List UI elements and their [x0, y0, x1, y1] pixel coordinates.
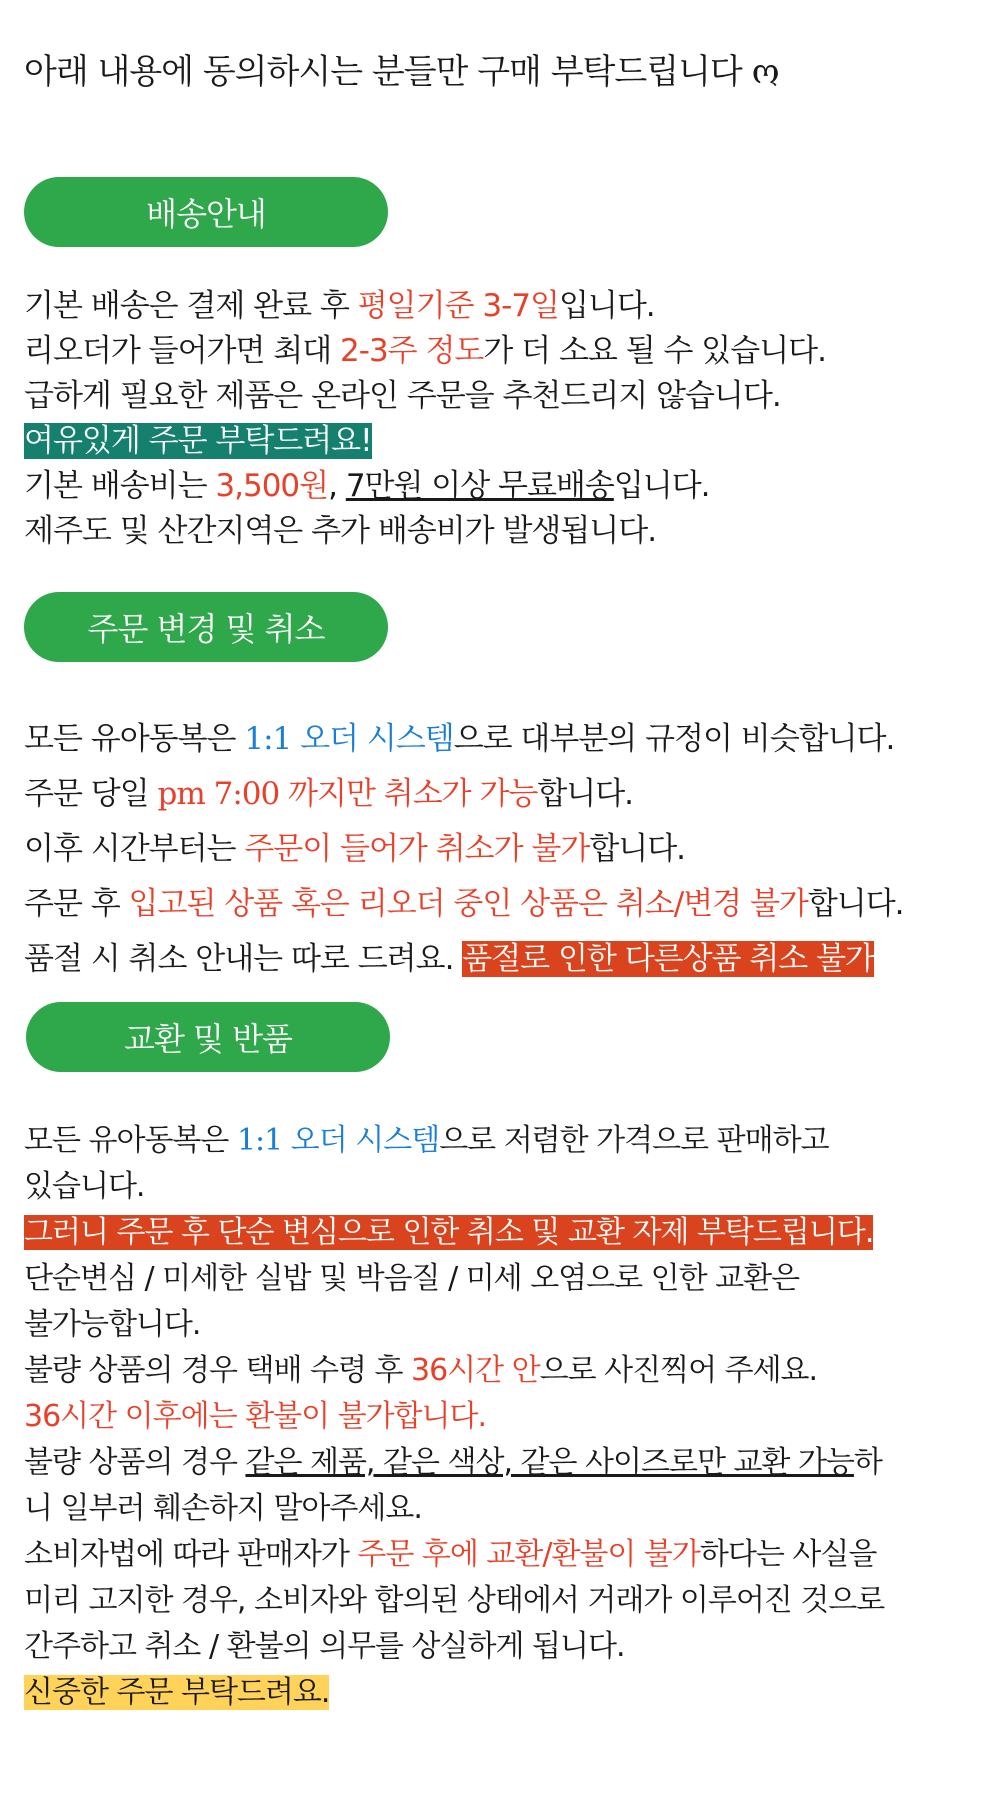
text: 불가능합니다. — [24, 1307, 201, 1342]
free-shipping-threshold: 7만원 이상 무료배송 — [345, 468, 614, 504]
text: 주문 후 — [24, 886, 129, 922]
text-line — [24, 932, 904, 987]
text-line — [24, 419, 826, 464]
text-line — [24, 712, 904, 767]
text-line — [24, 509, 826, 554]
underlined-text: 같은 제품, 같은 색상, 같은 사이즈로만 교환 가능 — [245, 1445, 854, 1480]
text: 으로 저렴한 가격으로 판매하고 — [439, 1123, 829, 1158]
text-line — [24, 767, 904, 822]
text: 급하게 필요한 제품은 온라인 주문을 추천드리지 않습니다. — [24, 378, 781, 414]
text: 합니다. — [537, 776, 634, 812]
exchange-return-text — [24, 1118, 884, 1716]
text: 불량 상품의 경우 택배 수령 후 — [24, 1353, 411, 1388]
text: 이후 시간부터는 — [24, 831, 245, 867]
text: 합니다. — [807, 886, 904, 922]
text-line — [24, 1164, 884, 1210]
text: 하다는 사실을 — [699, 1537, 877, 1572]
highlighted-text: 품절로 인한 다른상품 취소 불가 — [462, 941, 874, 977]
highlighted-text: 여유있게 주문 부탁드려요! — [24, 423, 372, 459]
text: 기본 배송비는 — [24, 468, 216, 504]
emphasis-text: 1:1 오더 시스템 — [236, 1123, 440, 1158]
text: 으로 대부분의 규정이 비슷합니다. — [453, 721, 895, 757]
text-line — [24, 1578, 884, 1624]
emphasis-text: 평일기준 3-7일 — [357, 288, 559, 324]
text: 모든 유아동복은 — [24, 721, 245, 757]
text-line — [24, 1302, 884, 1348]
order-change-cancel-text — [24, 712, 904, 987]
emphasis-text: pm 7:00 까지만 취소가 가능 — [157, 776, 538, 812]
emphasis-text: 1:1 오더 시스템 — [244, 721, 454, 757]
text-line — [24, 464, 826, 509]
order-change-cancel-label: 주문 변경 및 취소 — [24, 592, 388, 662]
emphasis-text: 36시간 이후에는 환불이 불가합니다. — [24, 1399, 487, 1434]
text-line — [24, 822, 904, 877]
text: 합니다. — [589, 831, 686, 867]
text: 가 더 소요 될 수 있습니다. — [483, 333, 826, 369]
text: 기본 배송은 결제 완료 후 — [24, 288, 358, 324]
shipping-info-label: 배송안내 — [24, 177, 388, 247]
emphasis-text: 입고된 상품 혹은 리오더 중인 상품은 취소/변경 불가 — [128, 886, 808, 922]
text-line — [24, 1118, 884, 1164]
text: 리오더가 들어가면 최대 — [24, 333, 341, 369]
text: 품절 시 취소 안내는 따로 드려요. — [24, 941, 463, 977]
shipping-fee: 3,500원 — [215, 468, 329, 504]
emphasis-text: 2-3주 정도 — [340, 333, 484, 369]
text: 입니다. — [558, 288, 655, 324]
emphasis-text: 주문이 들어가 취소가 불가 — [244, 831, 590, 867]
text: 미리 고지한 경우, 소비자와 합의된 상태에서 거래가 이루어진 것으로 — [24, 1583, 885, 1618]
text: 있습니다. — [24, 1169, 145, 1204]
text-line — [24, 1348, 884, 1394]
intro-text: 아래 내용에 동의하시는 분들만 구매 부탁드립니다 — [24, 52, 742, 92]
intro-symbol: ო — [751, 52, 779, 92]
text-line — [24, 1486, 884, 1532]
text-line — [24, 1210, 884, 1256]
text-line — [24, 1624, 884, 1670]
text: , — [328, 468, 346, 504]
text-line — [24, 284, 826, 329]
text-line — [24, 1394, 884, 1440]
text: 입니다. — [613, 468, 710, 504]
text-line — [24, 877, 904, 932]
text-line — [24, 1440, 884, 1486]
emphasis-text: 36시간 안 — [410, 1353, 540, 1388]
shipping-info-text — [24, 284, 826, 554]
highlighted-text: 그러니 주문 후 단순 변심으로 인한 취소 및 교환 자제 부탁드립니다. — [24, 1215, 874, 1250]
text-line — [24, 1670, 884, 1716]
text: 으로 사진찍어 주세요. — [539, 1353, 818, 1388]
text: 하 — [853, 1445, 882, 1480]
text-line — [24, 374, 826, 419]
exchange-return-label: 교환 및 반품 — [26, 1002, 390, 1072]
text: 제주도 및 산간지역은 추가 배송비가 발생됩니다. — [24, 513, 657, 549]
text: 니 일부러 훼손하지 말아주세요. — [24, 1491, 422, 1526]
text: 주문 당일 — [24, 776, 158, 812]
text: 단순변심 / 미세한 실밥 및 박음질 / 미세 오염으로 인한 교환은 — [24, 1261, 800, 1296]
text: 불량 상품의 경우 — [24, 1445, 246, 1480]
emphasis-text: 주문 후에 교환/환불이 불가 — [357, 1537, 700, 1572]
text-line — [24, 329, 826, 374]
text-line — [24, 1256, 884, 1302]
text: 간주하고 취소 / 환불의 의무를 상실하게 됩니다. — [24, 1629, 625, 1664]
intro-heading — [24, 44, 779, 93]
text: 모든 유아동복은 — [24, 1123, 237, 1158]
text-line — [24, 1532, 884, 1578]
highlighted-text: 신중한 주문 부탁드려요. — [24, 1675, 330, 1710]
text: 소비자법에 따라 판매자가 — [24, 1537, 358, 1572]
